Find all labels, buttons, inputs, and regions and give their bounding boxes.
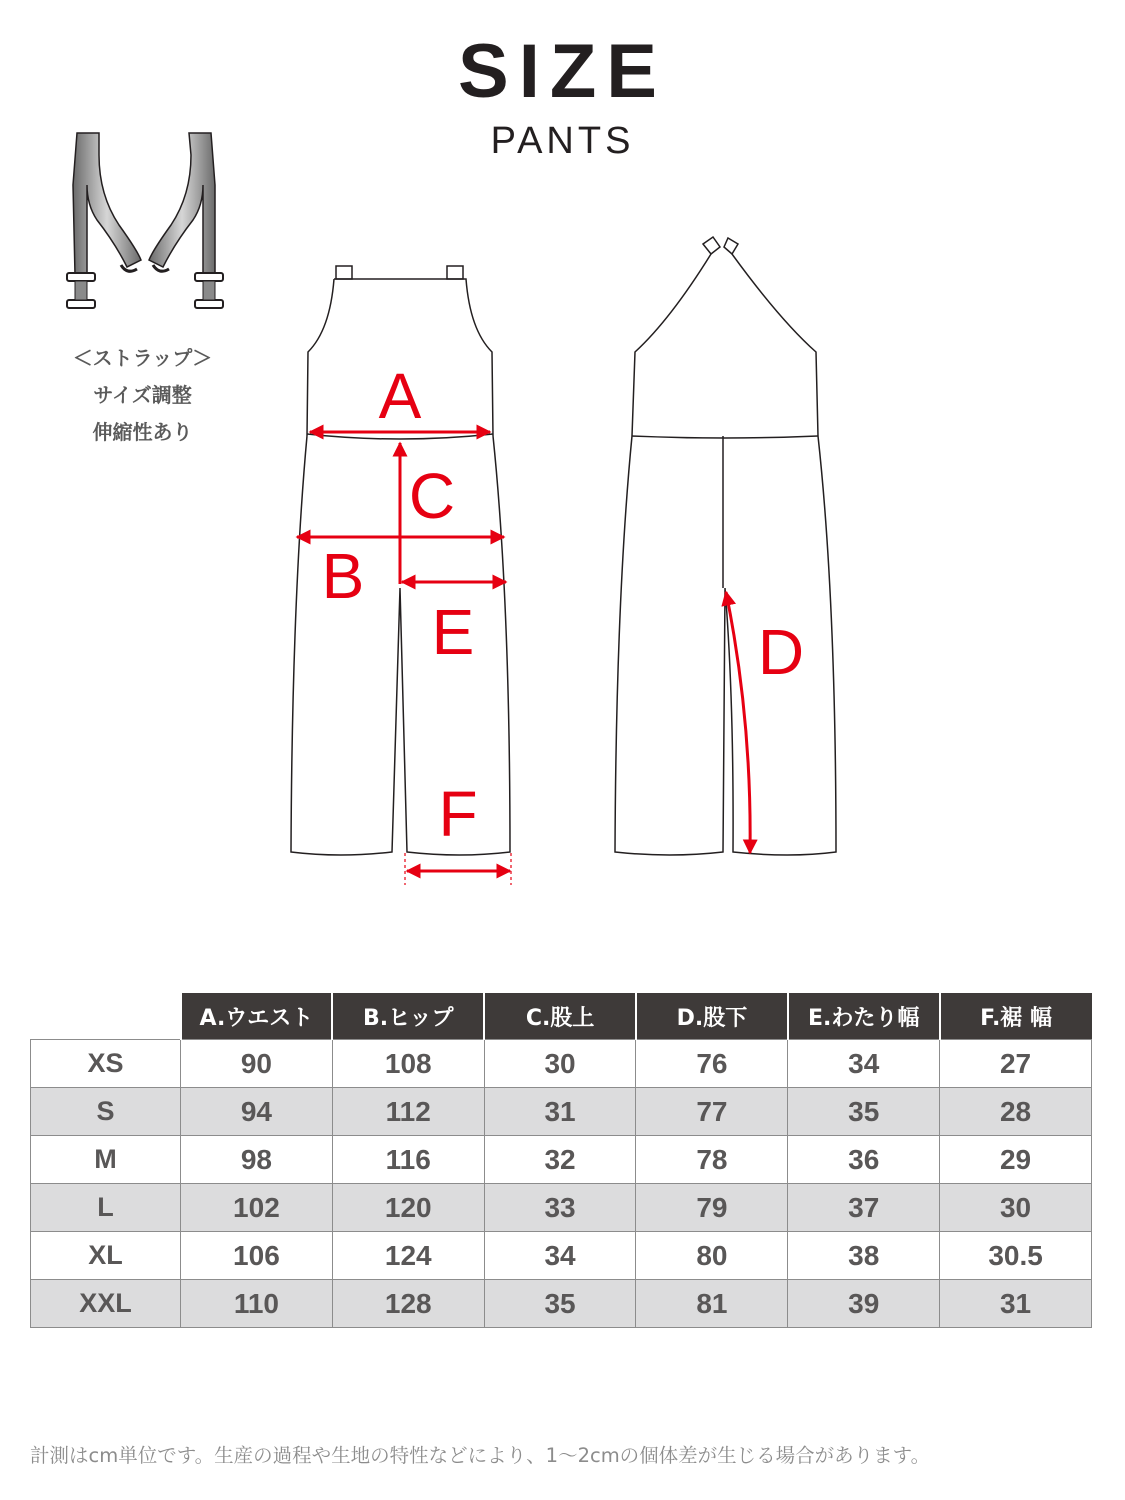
table-row: [31, 1232, 1092, 1280]
column-header-inseam: D.股下: [636, 993, 788, 1040]
table-cell: 29: [940, 1136, 1092, 1184]
size-table: [30, 993, 1092, 1328]
back-waistline: [632, 436, 818, 438]
table-cell: 102: [181, 1184, 333, 1232]
table-cell: 33: [484, 1184, 636, 1232]
table-row: [31, 1136, 1092, 1184]
table-cell: 77: [636, 1088, 788, 1136]
page-title: SIZE: [458, 29, 667, 114]
table-cell: 90: [181, 1040, 333, 1088]
table-row: [31, 1184, 1092, 1232]
table-cell: 120: [332, 1184, 484, 1232]
size-label: L: [31, 1184, 181, 1232]
table-cell: 116: [332, 1136, 484, 1184]
front-right-strap-tab: [447, 266, 463, 279]
table-cell: 31: [484, 1088, 636, 1136]
size-label: XS: [31, 1040, 181, 1088]
size-label: S: [31, 1088, 181, 1136]
back-left-strap-tab: [703, 237, 720, 254]
column-header-thigh: E.わたり幅: [788, 993, 940, 1040]
strap-caption-line: ＜ストラップ＞: [72, 346, 213, 370]
front-bib-left: [307, 279, 334, 436]
column-header-rise: C.股上: [484, 993, 636, 1040]
table-cell: 30: [940, 1184, 1092, 1232]
size-label: XL: [31, 1232, 181, 1280]
table-cell: 27: [940, 1040, 1092, 1088]
size-label: XXL: [31, 1280, 181, 1328]
table-cell: 35: [788, 1088, 940, 1136]
table-cell: 128: [332, 1280, 484, 1328]
table-cell: 124: [332, 1232, 484, 1280]
label-e: E: [431, 596, 475, 668]
table-cell: 30: [484, 1040, 636, 1088]
table-cell: 112: [332, 1088, 484, 1136]
strap-caption-line: サイズ調整: [93, 383, 192, 407]
table-cell: 106: [181, 1232, 333, 1280]
table-cell: 108: [332, 1040, 484, 1088]
label-f: F: [438, 778, 478, 850]
table-cell: 80: [636, 1232, 788, 1280]
table-cell: 34: [788, 1040, 940, 1088]
table-cell: 39: [788, 1280, 940, 1328]
column-header-waist: A.ウエスト: [181, 993, 333, 1040]
size-label: M: [31, 1136, 181, 1184]
table-row: [31, 1088, 1092, 1136]
table-cell: 94: [181, 1088, 333, 1136]
strap-caption-line: 伸縮性あり: [92, 420, 193, 444]
page-subtitle: PANTS: [490, 120, 635, 162]
back-bib-left: [632, 254, 711, 436]
table-cell: 110: [181, 1280, 333, 1328]
table-row: [31, 1280, 1092, 1328]
front-waistline: [307, 434, 493, 439]
back-garment: [615, 237, 836, 855]
label-b: B: [321, 540, 365, 612]
table-header-row: [31, 993, 1092, 1040]
table-cell: 28: [940, 1088, 1092, 1136]
footnote: 計測はcm単位です。生産の過程や生地の特性などにより、1～2cmの個体差が生じる場合があります。: [30, 1444, 931, 1467]
front-left-strap-tab: [336, 266, 352, 279]
table-cell: 32: [484, 1136, 636, 1184]
column-header-hem: F.裾 幅: [940, 993, 1092, 1040]
column-header-hip: B.ヒップ: [332, 993, 484, 1040]
table-cell: 35: [484, 1280, 636, 1328]
table-cell: 98: [181, 1136, 333, 1184]
label-c: C: [408, 460, 456, 532]
measure-d-arrow: [726, 592, 750, 853]
table-row: [31, 1040, 1092, 1088]
table-cell: 34: [484, 1232, 636, 1280]
table-cell: 76: [636, 1040, 788, 1088]
table-cell: 30.5: [940, 1232, 1092, 1280]
back-right-strap-tab: [724, 238, 738, 254]
label-a: A: [378, 360, 422, 432]
back-bib-right: [732, 254, 818, 436]
table-cell: 36: [788, 1136, 940, 1184]
table-cell: 78: [636, 1136, 788, 1184]
table-corner: [31, 993, 181, 1040]
label-d: D: [757, 616, 805, 688]
table-cell: 81: [636, 1280, 788, 1328]
table-cell: 31: [940, 1280, 1092, 1328]
table-cell: 37: [788, 1184, 940, 1232]
table-cell: 38: [788, 1232, 940, 1280]
table-cell: 79: [636, 1184, 788, 1232]
